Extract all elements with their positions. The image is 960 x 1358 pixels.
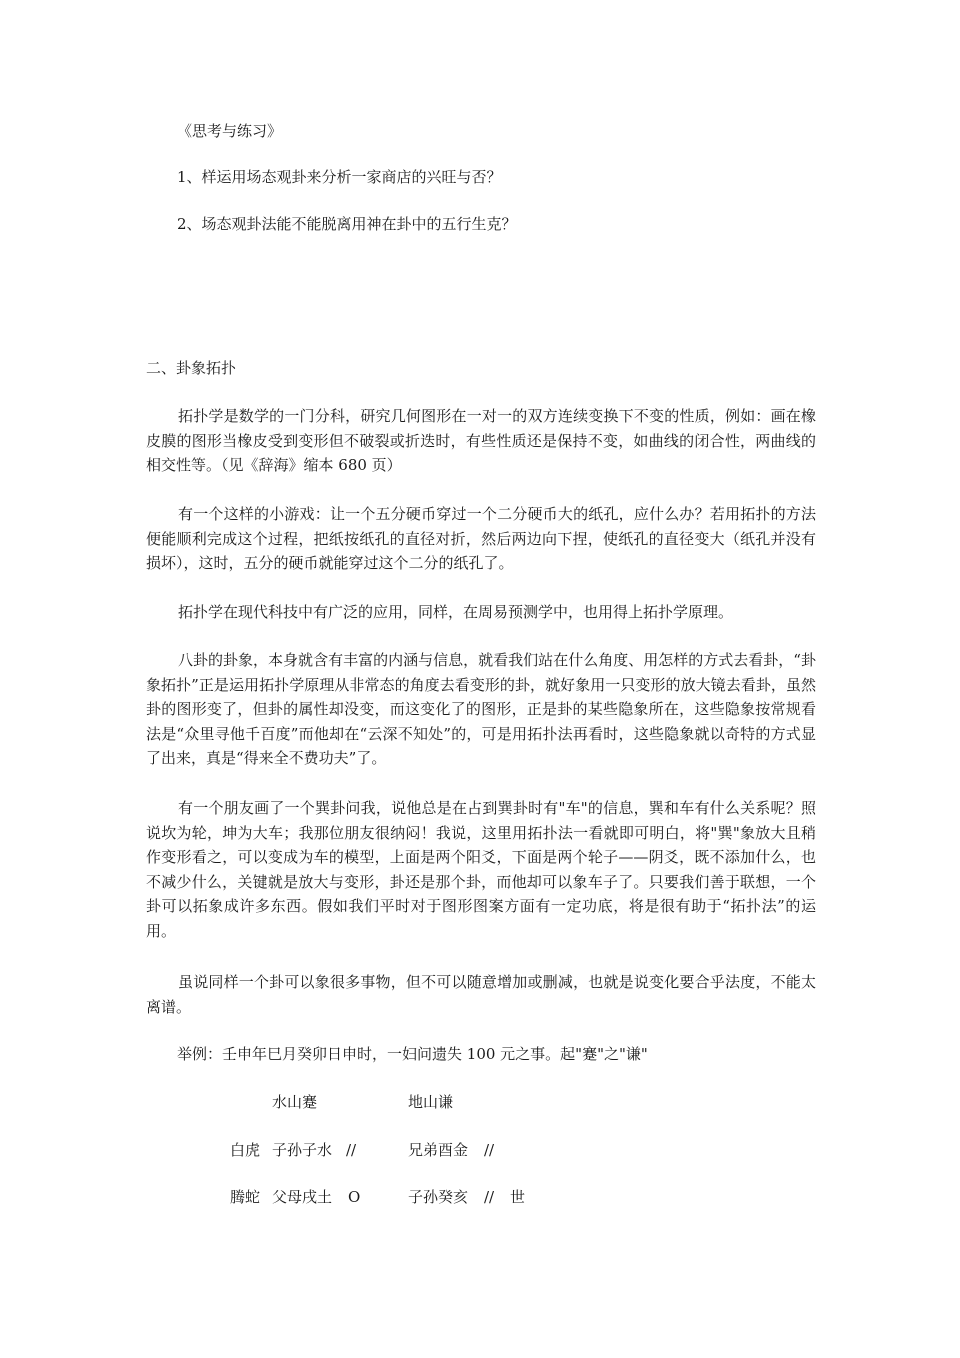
changed-line-label: 子孙癸亥 [408,1188,469,1206]
hexagram-line-row [0,1186,960,1208]
original-line-mark: O [348,1188,361,1206]
hexagram-name-original: 水山蹇 [272,1093,318,1111]
paragraph-bagua-images: 八卦的卦象，本身就含有丰富的内涵与信息，就看我们站在什么角度、用怎样的方式去看卦，“卦象拓扑”正是运用拓扑学原理从非常态的角度去看变形的卦，就好象用一只变形的放大镜去看卦，虽然卦的图形变了，但卦的属性却没变，而这变化了的图形，正是卦的某些隐象所在，这些隐象按常规看法是“众里寻他千百度”而他却在“云深不知处”的，可是用拓扑法再看时，这些隐象就以奇特的方式显了出来，真是“得来全不费功夫”了。 [146,651,816,767]
paragraph-coin-game: 有一个这样的小游戏：让一个五分硬币穿过一个二分硬币大的纸孔，应什么办？若用拓扑的方法便能顺利完成这个过程，把纸按纸孔的直径对折，然后两边向下捏，使纸孔的直径变大（纸孔并没有损坏），这时，五分的硬币就能穿过这个二分的纸孔了。 [146,505,816,572]
paragraph-application: 拓扑学在现代科技中有广泛的应用，同样，在周易预测学中，也用得上拓扑学原理。 [178,603,734,621]
original-line-label: 子孙子水 [272,1141,333,1159]
paragraph-topology-definition: 拓扑学是数学的一门分科，研究几何图形在一对一的双方连续变换下不变的性质，例如：画在橡皮膜的图形当橡皮受到变形但不破裂或折迭时，有些性质还是保持不变，如曲线的闭合性，两曲线的相交性等。（见《辞海》缩本 680 页） [146,407,816,474]
hexagram-header-row [0,1091,960,1113]
changed-line-mark: // [484,1188,495,1206]
original-line-mark: // [346,1141,357,1159]
hexagram-line-row [0,1139,960,1161]
original-line-label: 父母戌土 [272,1188,333,1206]
changed-line-mark: // [484,1141,495,1159]
line-extra-label: 世 [510,1188,526,1206]
exercise-question-1: 1、样运用场态观卦来分析一家商店的兴旺与否？ [177,168,502,186]
six-spirit-label: 白虎 [230,1141,261,1159]
example-text: 举例：壬申年巳月癸卯日申时，一妇问遗失 100 元之事。起"蹇"之"谦" [177,1045,648,1063]
paragraph-rules: 虽说同样一个卦可以象很多事物，但不可以随意增加或删减，也就是说变化要合乎法度，不能太离谱。 [146,973,816,1016]
paragraph-xun-car: 有一个朋友画了一个巽卦问我，说他总是在占到巽卦时有"车"的信息，巽和车有什么关系呢？照说坎为轮，坤为大车；我那位朋友很纳闷！我说，这里用拓扑法一看就即可明白，将"巽"象放大且稍作变形看之，可以变成为车的模型，上面是两个阳爻，下面是两个轮子——阴爻，既不添加什么，也不减少什么，关键就是放大与变形，卦还是那个卦，而他却可以象车子了。只要我们善于联想，一个卦可以拓象成许多东西。假如我们平时对于图形图案方面有一定功底，将是很有助于“拓扑法”的运用。 [146,799,816,940]
six-spirit-label: 腾蛇 [230,1188,261,1206]
section-heading: 二、卦象拓扑 [146,359,237,377]
exercises-title: 《思考与练习》 [177,122,283,140]
exercise-question-2: 2、场态观卦法能不能脱离用神在卦中的五行生克？ [177,215,517,233]
changed-line-label: 兄弟酉金 [408,1141,469,1159]
hexagram-name-changed: 地山谦 [408,1093,454,1111]
